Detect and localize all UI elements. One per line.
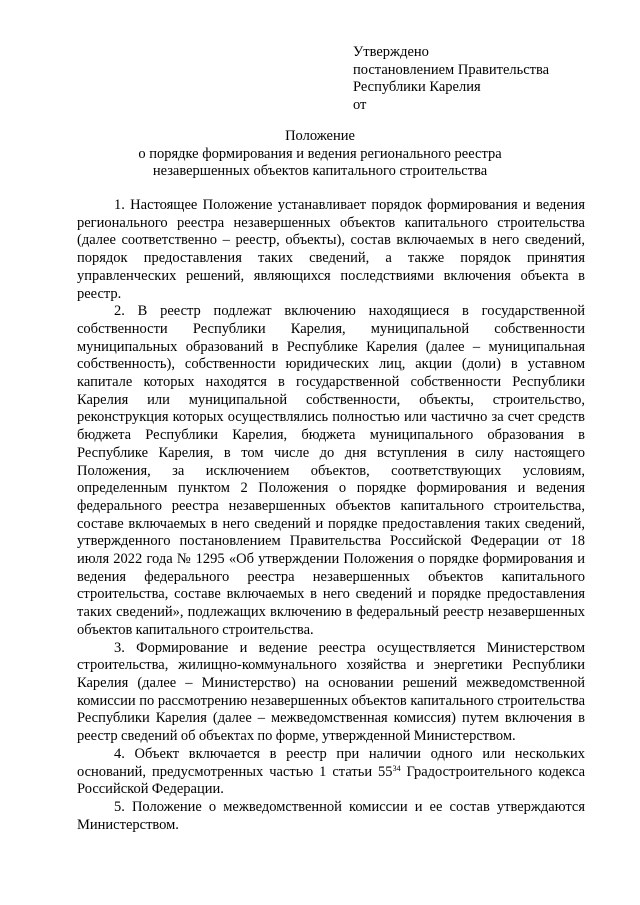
approval-line-resolution: постановлением Правительства	[353, 61, 550, 78]
document-body	[77, 197, 585, 834]
document-subtitle-line-2: незавершенных объектов капитального строительства	[152, 163, 488, 179]
approval-line-republic: Республики Карелия	[353, 79, 481, 95]
paragraph-4-text-after: Градостроительного кодекса Российской Федерации.	[77, 763, 585, 798]
paragraph-3: 3. Формирование и ведение реестра осуществляется Министерством строительства, жилищно-коммунального хозяйства и энергетики Республики Карелия (далее – Министерство) на основании решений межведомственной комиссии по рассмотрению незавершенных объектов капитального строительства Республики Карелия (далее – межведомственная комиссия) путем включения в реестр сведений об объектах по форме, утвержденной Министерством.	[77, 639, 585, 745]
paragraph-4-text-before: 4. Объект включается в реестр при наличии одного или нескольких оснований, предусмотренных частью 1 статьи 55	[77, 745, 585, 780]
approval-line-approved: Утверждено	[353, 44, 429, 60]
paragraph-1: 1. Настоящее Положение устанавливает порядок формирования и ведения регионального реестра незавершенных объектов капитального строительства (далее соответственно – реестр, объекты), состав включаемых в него сведений, порядок предоставления таких сведений, а также порядок принятия управленческих решений, являющихся последствиями включения объекта в реестр.	[77, 197, 585, 302]
document-subtitle-line-1: о порядке формирования и ведения регионального реестра	[138, 145, 502, 162]
document-heading	[0, 128, 640, 181]
document-title: Положение	[285, 128, 355, 144]
approval-stamp	[353, 44, 549, 114]
paragraph-4	[77, 746, 585, 799]
approval-line-date: от	[353, 96, 367, 113]
paragraph-2: 2. В реестр подлежат включению находящиеся в государственной собственности Республики Карелия, муниципальной собственности муниципальных образований в Республике Карелия (далее – муниципальная собственность), собственности юридических лиц, акции (доли) в уставном капитале которых находятся в государственной собственности Республики Карелия или муниципальной собственности, объекты, строительство, реконструкция которых осуществлялись полностью или частично за счет средств бюджета Республики Карелия, бюджета муниципального образования в Республике Карелия, в том числе до дня вступления в силу настоящего Положения, за исключением объектов, соответствующих условиям, определенным пунктом 2 Положения о порядке формирования и ведения федерального реестра незавершенных объектов капитального строительства, составе включаемых в него сведений и порядке предоставления таких сведений, утвержденного постановлением Правительства Российской Федерации от 18 июля 2022 года № 1295 «Об утверждении Положения о порядке формирования и ведения федерального реестра незавершенных объектов капитального строительства, составе включаемых в него сведений и порядке предоставления таких сведений», подлежащих включению в федеральный реестр незавершенных объектов капитального строительства.	[77, 303, 585, 638]
article-superscript: 34	[392, 763, 401, 773]
paragraph-5: 5. Положение о межведомственной комиссии и ее состав утверждаются Министерством.	[77, 798, 585, 833]
